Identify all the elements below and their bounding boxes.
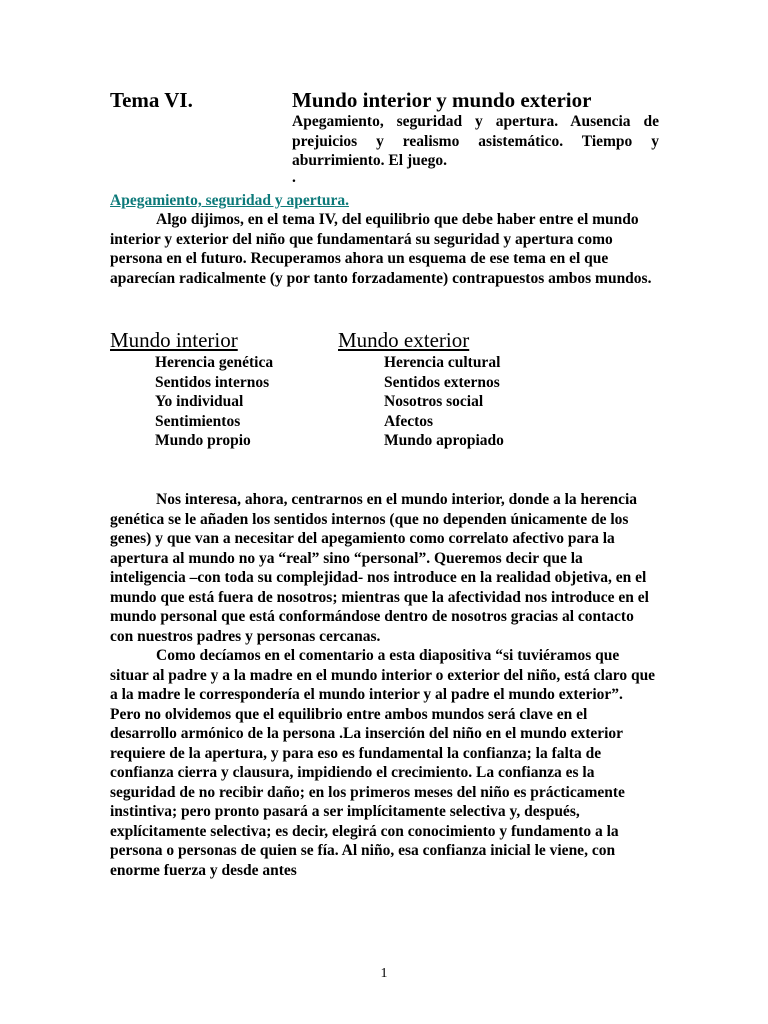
column-heading-exterior: Mundo exterior <box>338 328 470 352</box>
body-paragraph-1-start: Nos interesa, ahora, centrarnos en el mundo interior, donde a la herencia genética se le añaden los sentidos internos (que no dependen únicamente de los genes) y que van a necesitar del apegamiento como correlato afectivo para la apertura al mundo no ya “real” sino “personal”. Queremos decir que la inteligencia –con toda su complejidad- nos introduce en la realidad objetiva, en el mundo que está <box>110 491 647 606</box>
exterior-list <box>384 353 504 451</box>
body-text <box>110 490 656 880</box>
list-item: Mundo propio <box>155 432 251 449</box>
body-paragraph-1 <box>110 490 656 646</box>
list-item: Sentimientos <box>155 412 241 430</box>
chapter-subtitle: Apegamiento, seguridad y apertura. Ausencia de prejuicios y realismo asistemático. Tiempo y aburrimiento. El juego. <box>292 113 659 169</box>
body-paragraph-2: Como decíamos en el comentario a esta diapositiva “si tuviéramos que situar al padre y a la madre en el mundo interior o exterior del niño, está claro que a la madre le correspondería el mundo interior y al padre el mundo exterior”. Pero no olvidemos que el equilibrio entre ambos mundos será clave en el desarrollo armónico de la persona .La inserción del niño en el mundo exterior requiere de la apertura, y para eso es fundamental la confianza; la falta de confianza cierra y clausura, impidiendo el crecimiento. La confianza es la seguridad de no recibir daño; en los primeros meses del niño es prácticamente instintiva; pero pronto pasará a ser implícitamente selectiva y, después, explícitamente selectiva; es decir, elegirá con conocimiento y fundamento a la persona o personas de quien se fía. Al niño, esa confianza inicial le viene, con enorme fuerza y desde antes <box>110 647 656 879</box>
list-item: Sentidos externos <box>384 373 500 391</box>
intro-paragraph <box>110 210 655 288</box>
chapter-label: Tema VI. <box>110 88 193 112</box>
chapter-title: Mundo interior y mundo exterior <box>292 88 592 112</box>
list-item: Mundo apropiado <box>384 432 504 449</box>
subtitle-dot: . <box>292 169 296 186</box>
body-paragraph-1-end: de nosotros; mientras que la afectividad nos introduce en el mundo personal que está conformándose dentro de nosotros gracias al contacto con nuestros padres y personas cercanas. <box>110 588 649 645</box>
column-heading-interior: Mundo interior <box>110 328 238 352</box>
list-item: Nosotros social <box>384 393 484 410</box>
section-heading: Apegamiento, seguridad y apertura. <box>110 192 349 209</box>
interior-list <box>155 353 273 451</box>
list-item: Sentidos internos <box>155 373 270 391</box>
page-number: 1 <box>380 966 388 981</box>
list-item: Herencia genética <box>155 354 274 371</box>
emphasis-word: fuera <box>218 588 254 606</box>
list-item: Afectos <box>384 412 434 430</box>
list-item: Yo individual <box>155 393 244 410</box>
list-item: Herencia cultural <box>384 354 501 371</box>
intro-text: Algo dijimos, en el tema IV, del equilibrio que debe haber entre el mundo interior y exterior del niño que fundamentará su seguridad y apertura como persona en el futuro. Recuperamos ahora un esquema de ese tema en el que aparecían radicalmente (y por tanto forzadamente) contrapuestos ambos mundos. <box>110 211 652 287</box>
